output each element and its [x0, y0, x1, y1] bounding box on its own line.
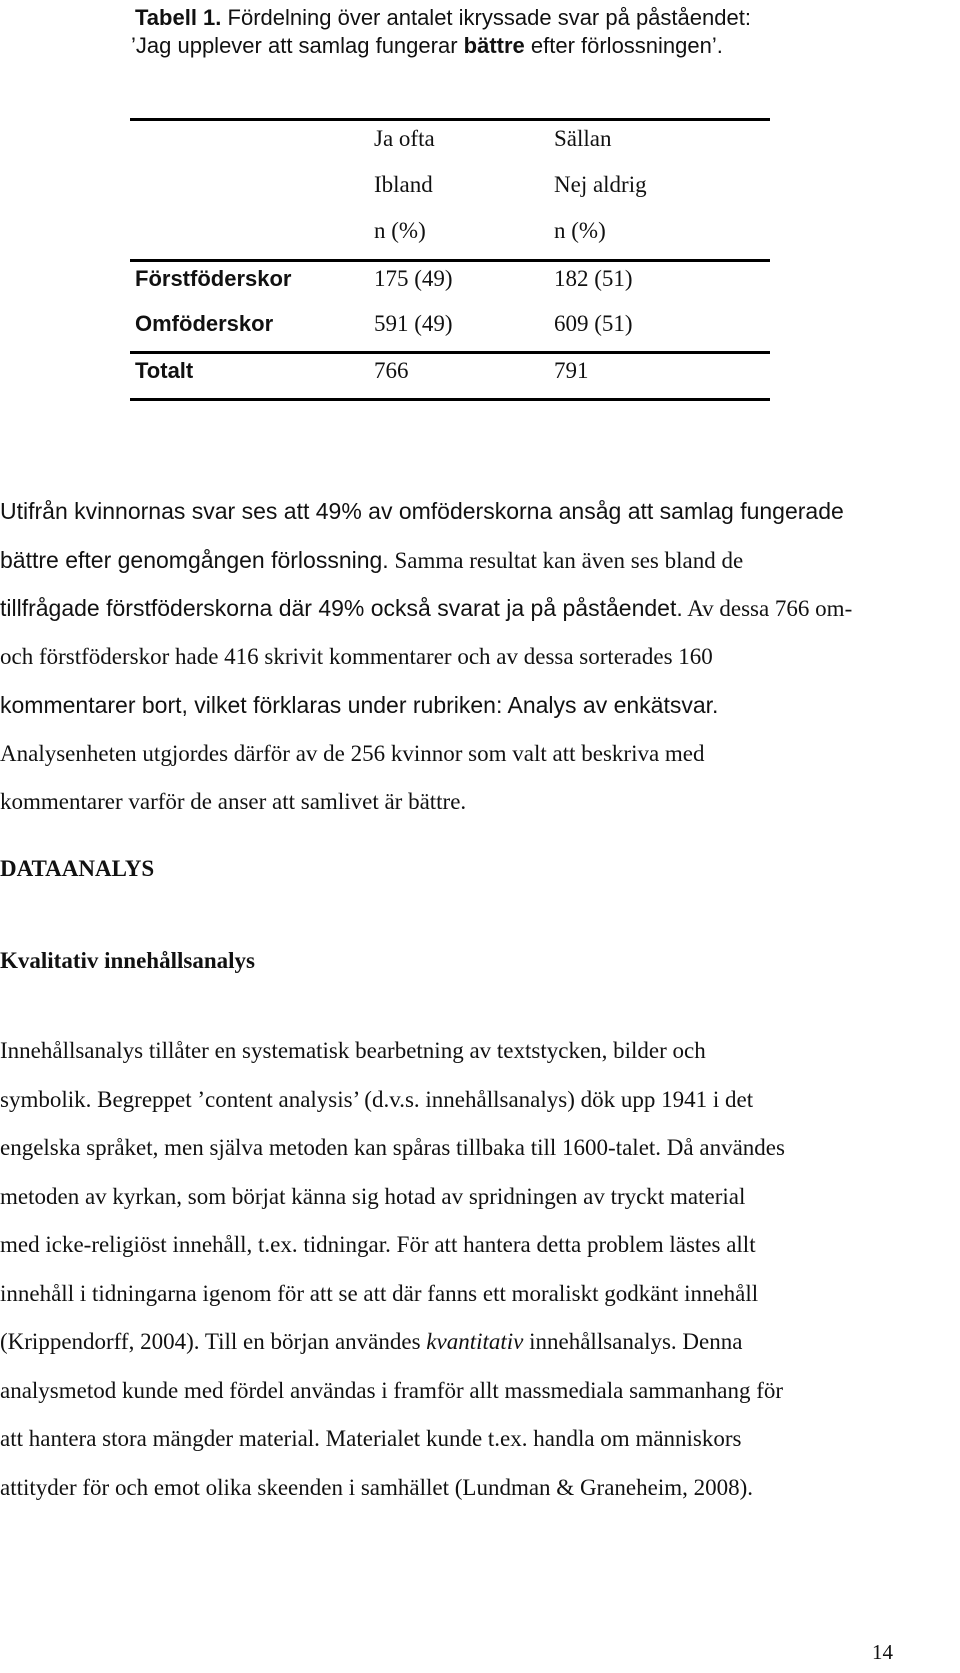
table-col2-header-line-3: n (%)	[554, 218, 606, 243]
page-number: 14	[872, 1640, 893, 1664]
table-bottom-rule	[130, 398, 770, 401]
table-cell: 175 (49)	[374, 266, 453, 291]
table-caption-title: Fördelning över antalet ikryssade svar på påståendet:	[221, 5, 751, 30]
text-span: (Krippendorff, 2004). Till en början användes	[0, 1329, 427, 1354]
table-col2-header-line-1: Sällan	[554, 126, 612, 151]
table-col1-header-line-3: n (%)	[374, 218, 426, 243]
text-line: metoden av kyrkan, som börjat känna sig hotad av spridningen av tryckt material	[0, 1183, 746, 1209]
table-col1-header-line-1: Ja ofta	[374, 126, 435, 151]
table-caption-label: Tabell 1.	[135, 5, 222, 30]
text-line: attityder för och emot olika skeenden i samhället (Lundman & Graneheim, 2008).	[0, 1474, 754, 1500]
text-line	[0, 584, 940, 633]
table-cell: 609 (51)	[554, 311, 633, 336]
text-line: kommentarer bort, vilket förklaras under rubriken: Analys av enkätsvar.	[0, 692, 719, 718]
text-span: bättre efter genomgången förlossning.	[0, 546, 389, 573]
table-total-cell: 766	[374, 358, 409, 383]
text-line: analysmetod kunde med fördel användas i framför allt massmediala sammanhang för	[0, 1377, 784, 1403]
text-span: innehållsanalys. Denna	[523, 1329, 743, 1354]
table-col1-header-line-2: Ibland	[374, 172, 433, 197]
table-caption-line-2	[131, 34, 723, 58]
table-cell: 182 (51)	[554, 266, 633, 291]
table-col2-header-line-2: Nej aldrig	[554, 172, 647, 197]
table-total-cell: 791	[554, 358, 589, 383]
text-line: med icke-religiöst innehåll, t.ex. tidningar. För att hantera detta problem lästes allt	[0, 1232, 756, 1257]
text-line: Utifrån kvinnornas svar ses att 49% av omföderskorna ansåg att samlag fungerade	[0, 498, 844, 524]
section-heading: DATAANALYS	[0, 856, 155, 881]
text-line	[0, 536, 940, 585]
paragraph-results	[0, 487, 940, 827]
table-row-label: Förstföderskor	[135, 266, 292, 291]
text-line: kommentarer varför de anser att samlivet är bättre.	[0, 789, 467, 814]
table-caption-quote-end: efter förlossningen’.	[524, 33, 723, 58]
table-caption-line-1	[135, 6, 751, 30]
table-top-rule	[130, 118, 770, 121]
text-line: symbolik. Begreppet ’content analysis’ (d.v.s. innehållsanalys) dök upp 1941 i det	[0, 1086, 754, 1112]
table-header-rule	[130, 259, 770, 262]
table-cell: 591 (49)	[374, 311, 453, 336]
table-row-label: Omföderskor	[135, 311, 274, 336]
text-line: innehåll i tidningarna igenom för att se att där fanns ett moraliskt godkänt innehåll	[0, 1280, 759, 1306]
paragraph-content-analysis	[0, 1027, 940, 1512]
text-line: att hantera stora mängder material. Materialet kunde t.ex. handla om människors	[0, 1426, 742, 1451]
table-caption-quote-start: ’Jag upplever att samlag fungerar	[131, 33, 464, 58]
text-line: Analysenheten utgjordes därför av de 256 kvinnor som valt att beskriva med	[0, 740, 705, 766]
subsection-heading: Kvalitativ innehållsanalys	[0, 948, 255, 973]
italic-term: kvantitativ	[426, 1329, 524, 1354]
text-line	[0, 1318, 940, 1367]
text-line: och förstföderskor hade 416 skrivit kommentarer och av dessa sorterades 160	[0, 643, 713, 669]
table-total-rule	[130, 351, 770, 354]
text-line: Innehållsanalys tillåter en systematisk bearbetning av textstycken, bilder och	[0, 1038, 706, 1063]
text-span: tillfrågade förstföderskorna där 49% också svarat ja på påståendet.	[0, 595, 683, 621]
text-span: Samma resultat kan även ses bland de	[388, 547, 744, 573]
table-total-label: Totalt	[135, 358, 194, 383]
table-caption-quote-bold: bättre	[463, 33, 525, 58]
text-span: Av dessa 766 om-	[682, 596, 853, 621]
text-line: engelska språket, men själva metoden kan spåras tillbaka till 1600-talet. Då användes	[0, 1135, 785, 1160]
